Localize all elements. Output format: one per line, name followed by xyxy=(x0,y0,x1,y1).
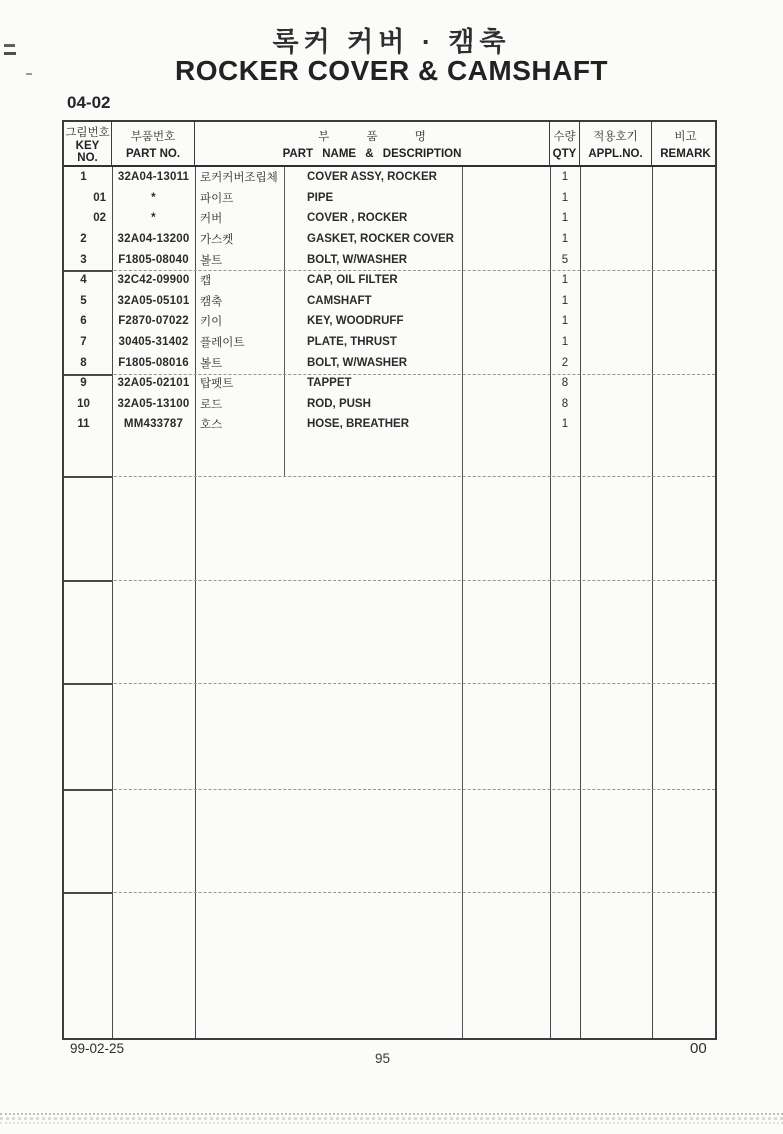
table-row xyxy=(64,332,715,353)
part-no-cell: * xyxy=(151,191,156,204)
part-description-cell: ROD, PUSH xyxy=(307,397,371,410)
part-no-cell: 32A04-13200 xyxy=(117,233,190,246)
table-row xyxy=(64,311,715,332)
header-part-no-korean: 부품번호 xyxy=(130,131,176,143)
column-divider xyxy=(195,167,196,1038)
key-no-cell: 8 xyxy=(80,356,87,369)
key-no-cell: 2 xyxy=(80,233,87,246)
header-key-no-english: KEY NO. xyxy=(75,140,100,164)
header-part-name-korean: 부 품 명 xyxy=(318,131,426,143)
qty-cell: 8 xyxy=(561,377,569,390)
header-key-no xyxy=(64,122,112,166)
part-no-cell: F2870-07022 xyxy=(118,315,189,328)
key-no-cell: 7 xyxy=(80,336,87,349)
header-part-name-english: PART NAME & DESCRIPTION xyxy=(282,148,462,160)
part-name-korean-cell: 볼트 xyxy=(200,254,223,267)
table-row xyxy=(64,373,715,394)
key-no-cell: 02 xyxy=(93,212,106,225)
qty-cell: 1 xyxy=(561,315,569,328)
parts-table xyxy=(62,120,717,1040)
qty-cell: 1 xyxy=(561,191,569,204)
part-name-korean-cell: 키이 xyxy=(200,316,223,329)
table-row xyxy=(64,394,715,415)
part-description-cell: BOLT, W/WASHER xyxy=(307,253,408,266)
part-name-korean-cell: 볼트 xyxy=(200,357,223,370)
part-name-korean-cell: 캡 xyxy=(200,275,212,288)
row-group-separator xyxy=(64,683,715,684)
qty-cell: 1 xyxy=(561,274,569,287)
part-no-cell: 32C42-09900 xyxy=(117,274,190,287)
header-qty-korean: 수량 xyxy=(553,131,576,143)
header-appl-no-english: APPL.NO. xyxy=(588,148,643,160)
part-description-cell: PIPE xyxy=(307,191,334,204)
page-title-korean: 록커 커버 · 캠축 xyxy=(272,27,511,57)
table-row xyxy=(64,229,715,250)
part-name-korean-cell: 탑펫트 xyxy=(200,378,234,391)
qty-cell: 5 xyxy=(561,253,569,266)
row-group-separator xyxy=(64,892,715,893)
header-part-name xyxy=(195,122,550,166)
scan-artifact-band xyxy=(0,1113,783,1129)
part-no-cell: 32A05-05101 xyxy=(117,294,190,307)
page-title-english: ROCKER COVER & CAMSHAFT xyxy=(174,55,609,86)
column-divider xyxy=(652,167,653,1038)
header-part-no-english: PART NO. xyxy=(125,148,181,160)
qty-cell: 1 xyxy=(561,336,569,349)
header-remark xyxy=(652,122,719,166)
table-row xyxy=(64,270,715,291)
column-divider xyxy=(112,167,113,1038)
part-name-korean-cell: 커버 xyxy=(200,213,223,226)
row-group-separator xyxy=(64,789,715,790)
part-description-cell: COVER , ROCKER xyxy=(307,212,408,225)
key-no-cell: 5 xyxy=(80,294,87,307)
table-row xyxy=(64,249,715,270)
footer-page-number: 95 xyxy=(375,1051,391,1066)
header-remark-korean: 비고 xyxy=(674,131,697,143)
part-no-cell: * xyxy=(151,212,156,225)
table-row xyxy=(64,291,715,312)
table-row xyxy=(64,167,715,188)
column-divider xyxy=(462,167,463,1038)
header-remark-english: REMARK xyxy=(660,148,711,160)
part-no-cell: 32A05-13100 xyxy=(117,397,190,410)
column-divider xyxy=(284,167,285,476)
part-no-cell: 32A05-02101 xyxy=(117,377,190,390)
qty-cell: 1 xyxy=(561,212,569,225)
qty-cell: 1 xyxy=(561,233,569,246)
row-group-separator xyxy=(64,270,715,271)
table-row xyxy=(64,208,715,229)
header-appl-no-korean: 적용호기 xyxy=(593,131,638,143)
row-group-separator xyxy=(64,476,715,477)
part-name-korean-cell: 호스 xyxy=(200,419,223,432)
section-code: 04-02 xyxy=(67,93,111,112)
table-body xyxy=(64,167,715,1038)
qty-cell: 8 xyxy=(561,397,569,410)
key-no-cell: 4 xyxy=(80,274,87,287)
part-description-cell: HOSE, BREATHER xyxy=(307,418,410,431)
part-description-cell: CAMSHAFT xyxy=(307,294,372,307)
row-group-separator xyxy=(64,374,715,375)
table-row xyxy=(64,414,715,435)
footer-revision-code: 00 xyxy=(690,1040,707,1057)
key-no-cell: 01 xyxy=(93,191,106,204)
part-name-korean-cell: 로드 xyxy=(200,398,223,411)
row-group-separator xyxy=(64,580,715,581)
footer-date: 99-02-25 xyxy=(70,1041,125,1056)
key-no-cell: 3 xyxy=(80,253,87,266)
column-divider xyxy=(580,167,581,1038)
header-qty xyxy=(550,122,580,166)
part-no-cell: F1805-08016 xyxy=(118,356,189,369)
key-no-cell: 11 xyxy=(77,418,90,431)
part-no-cell: F1805-08040 xyxy=(118,253,189,266)
key-no-cell: 9 xyxy=(80,377,87,390)
table-row xyxy=(64,352,715,373)
part-no-cell: MM433787 xyxy=(123,418,184,431)
part-no-cell: 30405-31402 xyxy=(118,336,189,349)
column-divider xyxy=(550,167,551,1038)
part-name-korean-cell: 로커커버조립체 xyxy=(200,172,278,185)
part-name-korean-cell: 가스켓 xyxy=(200,234,234,247)
part-name-korean-cell: 플레이트 xyxy=(200,337,245,350)
part-name-korean-cell: 캠축 xyxy=(200,295,223,308)
part-name-korean-cell: 파이프 xyxy=(200,192,234,205)
table-row xyxy=(64,188,715,209)
part-description-cell: COVER ASSY, ROCKER xyxy=(307,171,437,184)
header-part-no xyxy=(112,122,195,166)
header-qty-english: QTY xyxy=(552,148,577,160)
key-no-cell: 1 xyxy=(80,171,87,184)
header-key-no-korean: 그림번호 xyxy=(65,127,110,139)
part-description-cell: PLATE, THRUST xyxy=(307,336,397,349)
qty-cell: 1 xyxy=(561,418,569,431)
table-header-row xyxy=(64,122,715,167)
qty-cell: 1 xyxy=(561,171,569,184)
qty-cell: 1 xyxy=(561,294,569,307)
part-description-cell: KEY, WOODRUFF xyxy=(307,315,404,328)
header-appl-no xyxy=(580,122,652,166)
part-no-cell: 32A04-13011 xyxy=(117,171,190,184)
part-description-cell: BOLT, W/WASHER xyxy=(307,356,408,369)
qty-cell: 2 xyxy=(561,356,569,369)
part-description-cell: GASKET, ROCKER COVER xyxy=(307,233,454,246)
part-description-cell: TAPPET xyxy=(307,377,352,390)
part-description-cell: CAP, OIL FILTER xyxy=(307,274,398,287)
key-no-cell: 6 xyxy=(80,315,87,328)
key-no-cell: 10 xyxy=(77,397,90,410)
